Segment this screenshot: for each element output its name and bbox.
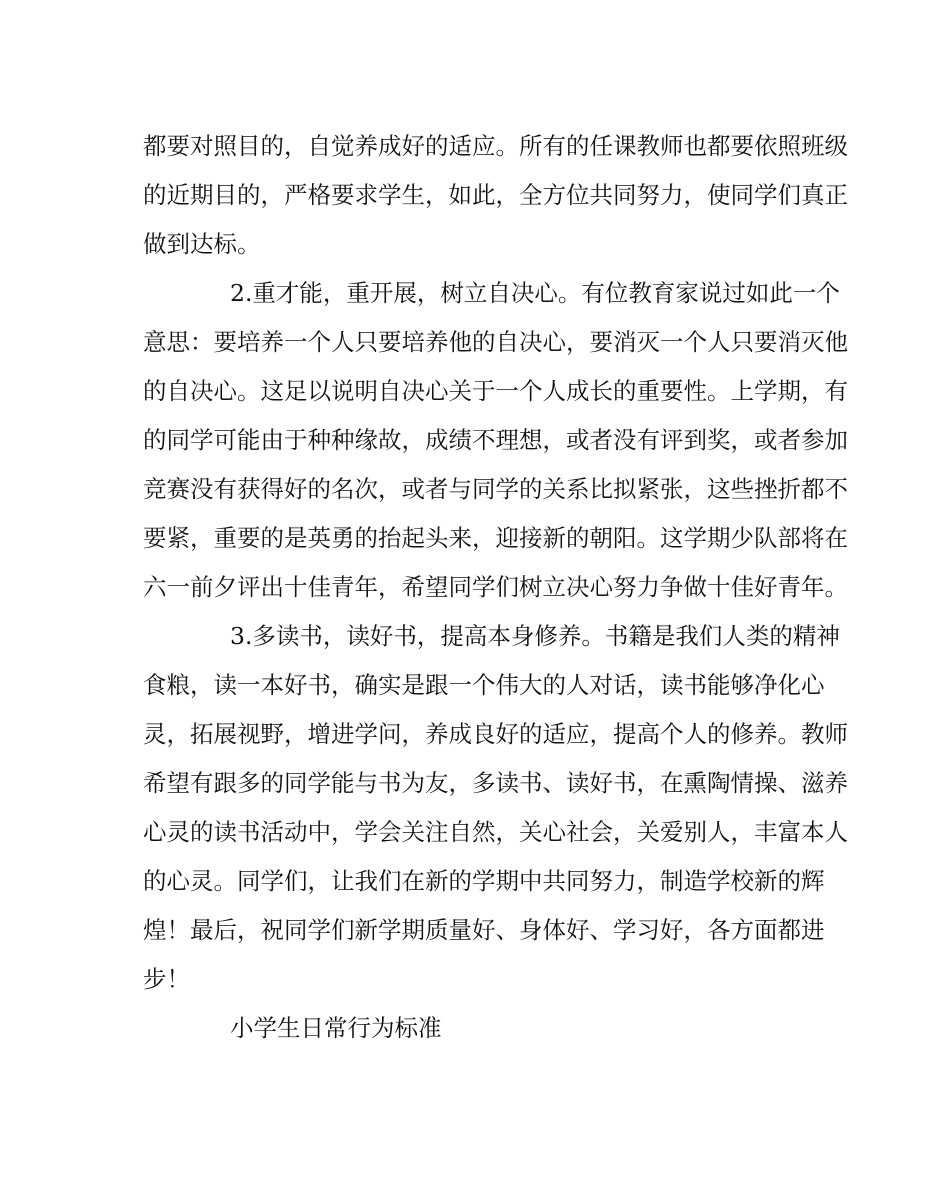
- paragraph-line: 3.多读书，读好书，提高本身修养。书籍是我们人类的精神: [230, 622, 840, 650]
- paragraph-line: 要紧，重要的是英勇的抬起头来，迎接新的朝阳。这学期少队部将在: [143, 524, 848, 552]
- paragraph-line: 希望有跟多的同学能与书为友，多读书、读好书，在熏陶情操、滋养: [143, 769, 848, 797]
- paragraph-line: 2.重才能，重开展，树立自决心。有位教育家说过如此一个: [230, 279, 840, 307]
- paragraph-line: 竞赛没有获得好的名次，或者与同学的关系比拟紧张，这些挫折都不: [143, 475, 848, 503]
- paragraph-line: 食粮，读一本好书，确实是跟一个伟大的人对话，读书能够净化心: [143, 671, 825, 699]
- paragraph-line: 的心灵。同学们，让我们在新的学期中共同努力，制造学校新的辉: [143, 867, 825, 895]
- paragraph-line: 都要对照目的，自觉养成好的适应。所有的任课教师也都要依照班级: [143, 132, 848, 160]
- paragraph-line: 步！: [143, 965, 190, 993]
- paragraph-line: 的同学可能由于种种缘故，成绩不理想，或者没有评到奖，或者参加: [143, 426, 848, 454]
- paragraph-line: 做到达标。: [143, 230, 261, 258]
- paragraph-line: 灵，拓展视野，增进学问，养成良好的适应，提高个人的修养。教师: [143, 720, 848, 748]
- section-heading: 小学生日常行为标准: [230, 1014, 442, 1042]
- paragraph-line: 六一前夕评出十佳青年，希望同学们树立决心努力争做十佳好青年。: [143, 573, 848, 601]
- paragraph-line: 的近期目的，严格要求学生，如此，全方位共同努力，使同学们真正: [143, 181, 848, 209]
- paragraph-line: 煌！最后，祝同学们新学期质量好、身体好、学习好，各方面都进: [143, 916, 825, 944]
- paragraph-line: 心灵的读书活动中，学会关注自然，关心社会，关爱别人，丰富本人: [143, 818, 848, 846]
- paragraph-line: 意思：要培养一个人只要培养他的自决心，要消灭一个人只要消灭他: [143, 328, 848, 356]
- paragraph-line: 的自决心。这足以说明自决心关于一个人成长的重要性。上学期，有: [143, 377, 848, 405]
